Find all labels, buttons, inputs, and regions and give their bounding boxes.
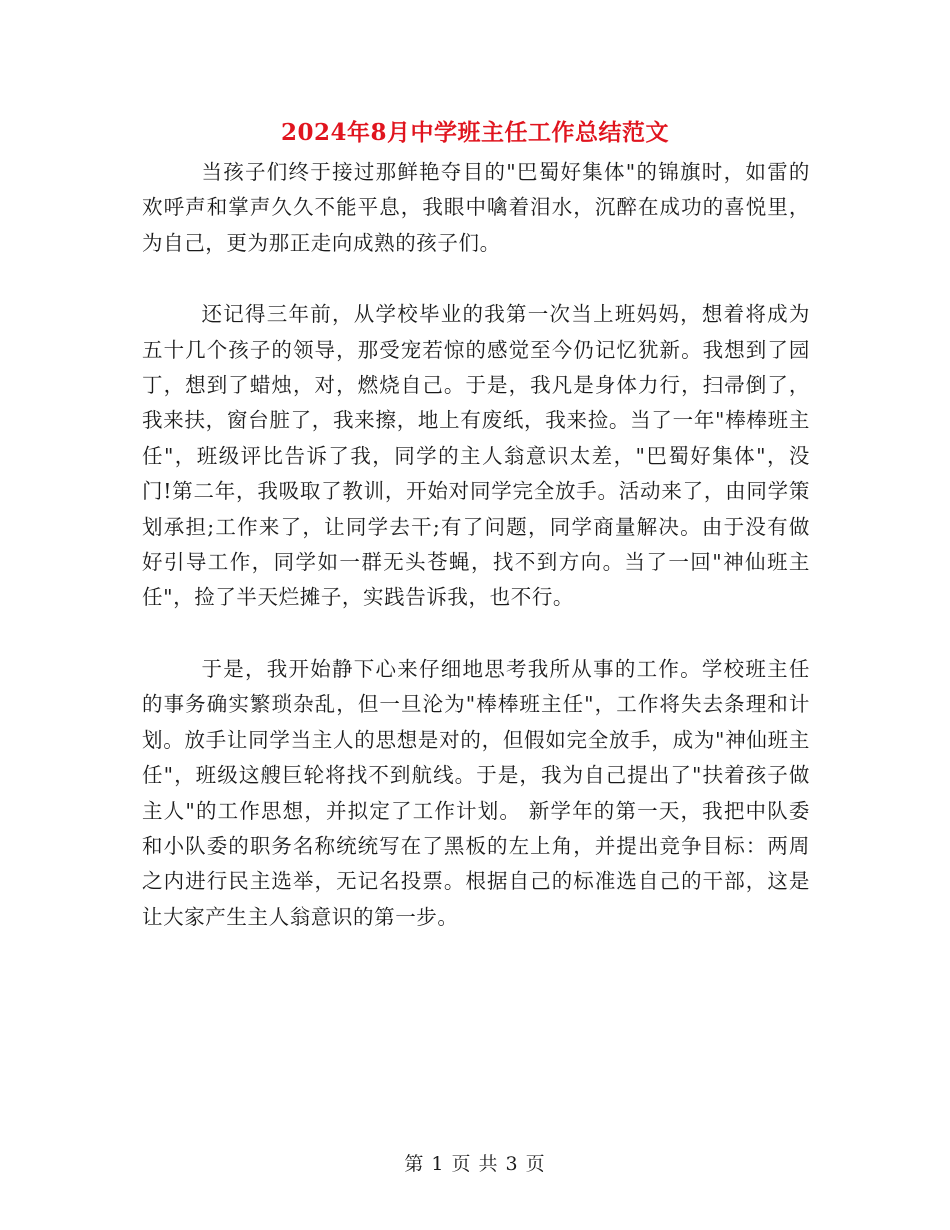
page-footer: 第 1 页 共 3 页	[404, 1153, 546, 1175]
paragraph-1: 当孩子们终于接过那鲜艳夺目的"巴蜀好集体"的锦旗时，如雷的欢呼声和掌声久久不能平息，我眼中噙着泪水，沉醉在成功的喜悦里，为自己，更为那正走向成熟的孩子们。	[142, 160, 810, 255]
paragraph-3: 于是，我开始静下心来仔细地思考我所从事的工作。学校班主任的事务确实繁琐杂乱，但一旦沦为"棒棒班主任"，工作将失去条理和计划。放手让同学当主人的思想是对的，但假如完全放手，成为"神仙班主任"，班级这艘巨轮将找不到航线。于是，我为自己提出了"扶着孩子做主人"的工作思想，并拟定了工作计划。 新学年的第一天，我把中队委和小队委的职务名称统统写在了黑板的左上角，并提出竞争目标：两周之内进行民主选举，无记名投票。根据自己的标准选自己的干部，这是让大家产生主人翁意识的第一步。	[142, 656, 810, 929]
paragraph-spacer	[142, 261, 810, 297]
document-body	[142, 155, 810, 935]
paragraph-2: 还记得三年前，从学校毕业的我第一次当上班妈妈，想着将成为五十几个孩子的领导，那受宠若惊的感觉至今仍记忆犹新。我想到了园丁，想到了蜡烛，对，燃烧自己。于是，我凡是身体力行，扫帚倒了，我来扶，窗台脏了，我来擦，地上有废纸，我来捡。当了一年"棒棒班主任"，班级评比告诉了我，同学的主人翁意识太差，"巴蜀好集体"，没门!第二年，我吸取了教训，开始对同学完全放手。活动来了，由同学策划承担;工作来了，让同学去干;有了问题，同学商量解决。由于没有做好引导工作，同学如一群无头苍蝇，找不到方向。当了一回"神仙班主任"，捡了半天烂摊子，实践告诉我，也不行。	[142, 302, 810, 610]
paragraph-spacer	[142, 616, 810, 652]
document-title: 2024年8月中学班主任工作总结范文	[280, 119, 670, 146]
